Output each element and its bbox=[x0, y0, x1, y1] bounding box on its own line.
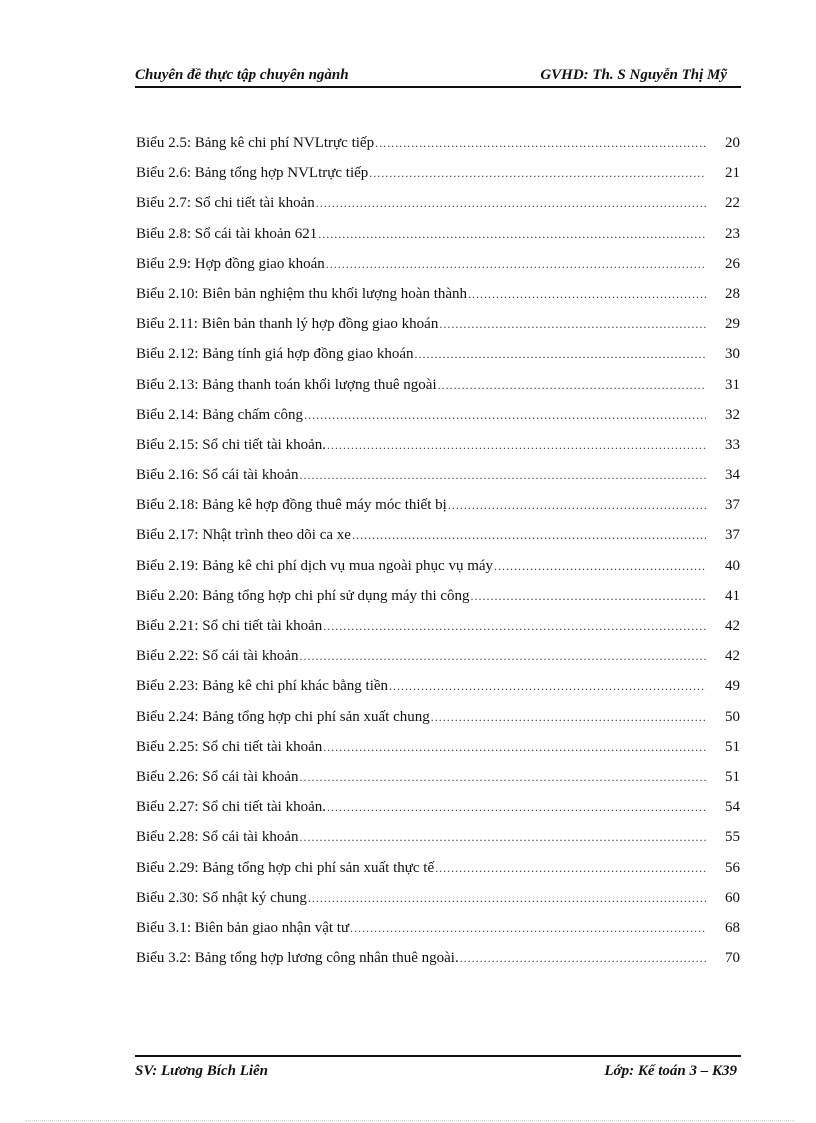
toc-entry[interactable] bbox=[136, 463, 740, 493]
toc-entry-page: 31 bbox=[725, 376, 740, 393]
footer-class: Lớp: Kế toán 3 – K39 bbox=[604, 1063, 737, 1079]
footer-student-name: SV: Lương Bích Liên bbox=[135, 1063, 269, 1079]
toc-leader-dots bbox=[431, 705, 706, 729]
toc-entry[interactable] bbox=[136, 584, 740, 614]
toc-entry-page: 34 bbox=[725, 467, 740, 484]
header-course-title: Chuyên đề thực tập chuyên ngành bbox=[135, 67, 349, 83]
toc-entry-title: Biểu 2.22: Sổ cái tài khoản bbox=[136, 648, 299, 665]
toc-entry-page: 30 bbox=[725, 346, 740, 363]
toc-entry-page: 42 bbox=[725, 648, 740, 665]
toc-entry[interactable] bbox=[136, 433, 740, 463]
toc-leader-dots bbox=[318, 222, 706, 246]
toc-entry-title: Biểu 2.9: Hợp đồng giao khoán bbox=[136, 255, 325, 272]
toc-entry-title: Biểu 2.5: Bảng kê chi phí NVLtrực tiếp bbox=[136, 135, 375, 151]
toc-entry[interactable] bbox=[136, 373, 740, 403]
toc-entry[interactable] bbox=[136, 705, 740, 735]
toc-leader-dots bbox=[327, 795, 706, 819]
toc-leader-dots bbox=[316, 191, 706, 215]
toc-entry-page: 54 bbox=[725, 799, 740, 816]
toc-entry-title: Biểu 2.18: Bảng kê hợp đồng thuê máy móc thiết bị bbox=[136, 497, 447, 514]
toc-leader-dots bbox=[326, 252, 706, 276]
toc-leader-dots bbox=[369, 161, 706, 185]
toc-entry-page: 37 bbox=[725, 497, 740, 514]
toc-entry-page: 28 bbox=[725, 285, 740, 302]
toc-entry-page: 60 bbox=[725, 889, 740, 906]
toc-entry[interactable] bbox=[136, 342, 740, 372]
toc-leader-dots bbox=[435, 856, 706, 880]
toc-entry[interactable] bbox=[136, 735, 740, 765]
toc-leader-dots bbox=[308, 886, 706, 910]
toc-entry-page: 22 bbox=[725, 195, 740, 212]
toc-entry-title: Biểu 2.14: Bảng chấm công bbox=[136, 406, 304, 423]
toc-entry-title: Biểu 2.29: Bảng tổng hợp chi phí sản xuất thực tế bbox=[136, 859, 435, 876]
toc-entry-page: 41 bbox=[725, 587, 740, 604]
toc-leader-dots bbox=[448, 493, 706, 517]
toc-leader-dots bbox=[299, 825, 706, 849]
toc-entry-page: 23 bbox=[725, 225, 740, 242]
toc-entry-title: Biểu 2.11: Biên bản thanh lý hợp đồng giao khoán bbox=[136, 316, 439, 333]
toc-entry-page: 26 bbox=[725, 255, 740, 272]
table-of-figures bbox=[136, 131, 740, 976]
toc-entry-title: Biểu 2.19: Bảng kê chi phí dịch vụ mua ngoài phục vụ máy bbox=[136, 557, 494, 574]
toc-entry[interactable] bbox=[136, 554, 740, 584]
toc-leader-dots bbox=[468, 282, 706, 306]
toc-entry[interactable] bbox=[136, 523, 740, 553]
toc-entry[interactable] bbox=[136, 825, 740, 855]
toc-entry-title: Biểu 3.2: Bảng tổng hợp lương công nhân thuê ngoài. bbox=[136, 950, 459, 967]
toc-entry-title: Biểu 2.17: Nhật trình theo dõi ca xe bbox=[136, 527, 351, 544]
toc-entry-title: Biểu 2.7: Sổ chi tiết tài khoản bbox=[136, 195, 315, 212]
toc-entry[interactable] bbox=[136, 161, 740, 191]
toc-entry-page: 51 bbox=[725, 768, 740, 785]
toc-entry-page: 33 bbox=[725, 436, 740, 453]
toc-entry-page: 32 bbox=[725, 406, 740, 423]
toc-entry-page: 70 bbox=[725, 950, 740, 967]
toc-leader-dots bbox=[323, 735, 706, 759]
toc-entry-title: Biểu 2.20: Bảng tổng hợp chi phí sử dụng máy thi công bbox=[136, 587, 470, 604]
toc-leader-dots bbox=[415, 342, 707, 366]
toc-entry-page: 37 bbox=[725, 527, 740, 544]
toc-leader-dots bbox=[460, 946, 706, 970]
toc-entry-title: Biểu 3.1: Biên bản giao nhận vật tư bbox=[136, 919, 350, 936]
toc-entry[interactable] bbox=[136, 312, 740, 342]
toc-entry[interactable] bbox=[136, 191, 740, 221]
toc-leader-dots bbox=[299, 463, 706, 487]
toc-entry[interactable] bbox=[136, 252, 740, 282]
toc-entry-title: Biểu 2.23: Bảng kê chi phí khác bằng tiền bbox=[136, 678, 389, 695]
toc-entry-page: 68 bbox=[725, 919, 740, 936]
toc-leader-dots bbox=[299, 765, 706, 789]
toc-leader-dots bbox=[350, 916, 706, 940]
toc-entry-title: Biểu 2.26: Sổ cái tài khoản bbox=[136, 768, 299, 785]
toc-entry[interactable] bbox=[136, 131, 740, 161]
header-advisor: GVHD: Th. S Nguyễn Thị Mỹ bbox=[540, 67, 727, 83]
toc-entry-page: 20 bbox=[725, 135, 740, 151]
toc-entry-title: Biểu 2.10: Biên bản nghiệm thu khối lượng hoàn thành bbox=[136, 285, 468, 302]
toc-entry[interactable] bbox=[136, 493, 740, 523]
toc-entry-title: Biểu 2.24: Bảng tổng hợp chi phí sản xuất chung bbox=[136, 708, 430, 725]
toc-entry-page: 50 bbox=[725, 708, 740, 725]
toc-leader-dots bbox=[389, 674, 706, 698]
toc-entry[interactable] bbox=[136, 644, 740, 674]
toc-entry[interactable] bbox=[136, 614, 740, 644]
toc-entry[interactable] bbox=[136, 403, 740, 433]
toc-entry-page: 40 bbox=[725, 557, 740, 574]
toc-entry-title: Biểu 2.25: Sổ chi tiết tài khoản bbox=[136, 738, 323, 755]
toc-leader-dots bbox=[323, 614, 706, 638]
toc-entry-title: Biểu 2.16: Sổ cái tài khoản bbox=[136, 467, 299, 484]
toc-leader-dots bbox=[375, 131, 706, 155]
toc-leader-dots bbox=[299, 644, 706, 668]
toc-leader-dots bbox=[471, 584, 706, 608]
toc-entry-title: Biểu 2.8: Sổ cái tài khoản 621 bbox=[136, 225, 318, 242]
toc-entry-title: Biểu 2.27: Sổ chi tiết tài khoản. bbox=[136, 799, 326, 816]
toc-entry[interactable] bbox=[136, 222, 740, 252]
toc-entry[interactable] bbox=[136, 886, 740, 916]
page-edge-divider bbox=[25, 1120, 795, 1121]
toc-entry[interactable] bbox=[136, 674, 740, 704]
toc-entry-title: Biểu 2.13: Bảng thanh toán khối lượng thuê ngoài bbox=[136, 376, 437, 393]
toc-entry[interactable] bbox=[136, 765, 740, 795]
toc-entry-title: Biểu 2.6: Bảng tổng hợp NVLtrực tiếp bbox=[136, 165, 369, 182]
toc-entry-page: 51 bbox=[725, 738, 740, 755]
toc-leader-dots bbox=[304, 403, 706, 427]
toc-entry-page: 49 bbox=[725, 678, 740, 695]
toc-entry-title: Biểu 2.21: Sổ chi tiết tài khoản bbox=[136, 618, 323, 634]
toc-entry-page: 21 bbox=[725, 165, 740, 182]
toc-leader-dots bbox=[327, 433, 706, 457]
page-header bbox=[135, 66, 741, 88]
toc-entry[interactable] bbox=[136, 282, 740, 312]
toc-leader-dots bbox=[438, 373, 706, 397]
toc-entry[interactable] bbox=[136, 916, 740, 946]
toc-entry-title: Biểu 2.15: Sổ chi tiết tài khoản. bbox=[136, 436, 326, 453]
toc-entry-page: 42 bbox=[725, 618, 740, 634]
toc-entry-title: Biểu 2.30: Sổ nhật ký chung bbox=[136, 889, 307, 906]
toc-entry-page: 29 bbox=[725, 316, 740, 333]
toc-entry-title: Biểu 2.28: Sổ cái tài khoản bbox=[136, 829, 299, 846]
page-footer bbox=[135, 1055, 741, 1081]
toc-entry[interactable] bbox=[136, 795, 740, 825]
toc-leader-dots bbox=[439, 312, 706, 336]
toc-entry[interactable] bbox=[136, 946, 740, 976]
toc-entry-page: 56 bbox=[725, 859, 740, 876]
toc-entry[interactable] bbox=[136, 856, 740, 886]
toc-leader-dots bbox=[494, 554, 706, 578]
toc-entry-title: Biểu 2.12: Bảng tính giá hợp đồng giao khoán bbox=[136, 346, 414, 363]
toc-entry-page: 55 bbox=[725, 829, 740, 846]
toc-leader-dots bbox=[352, 523, 706, 547]
